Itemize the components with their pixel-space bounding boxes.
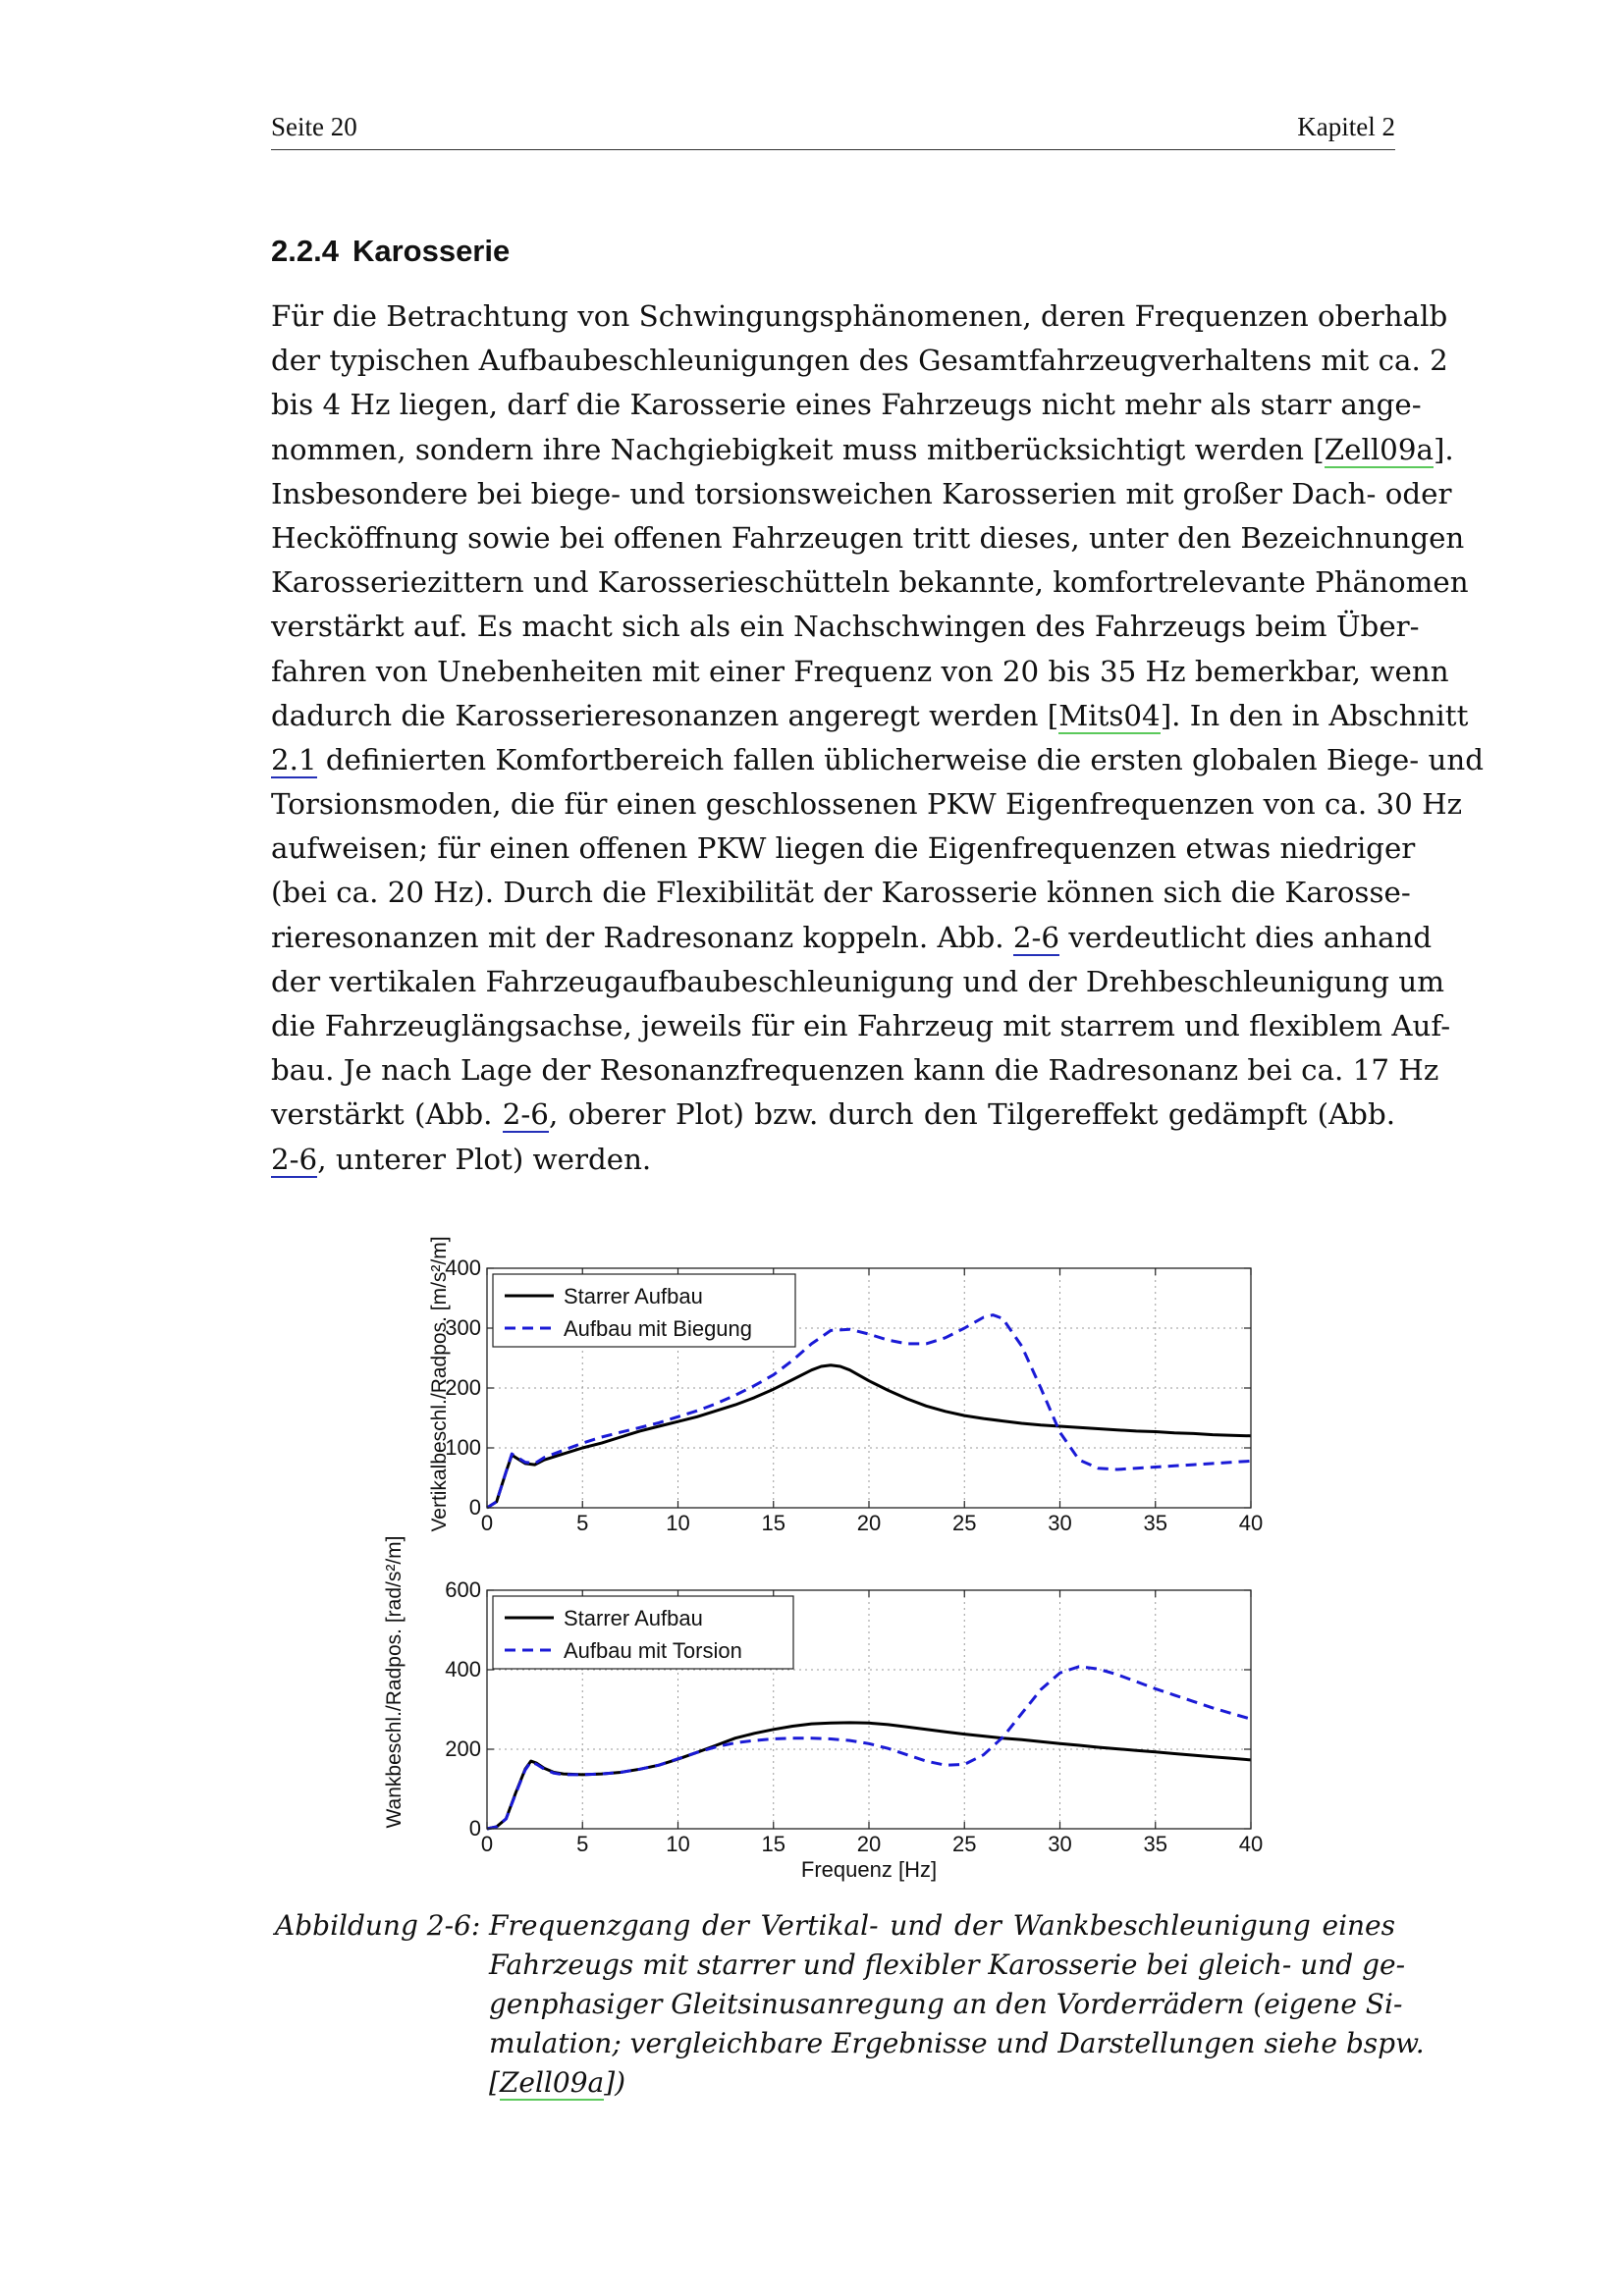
x-tick-label: 10 bbox=[666, 1511, 690, 1535]
y-tick-label: 600 bbox=[445, 1577, 481, 1602]
x-tick-label: 35 bbox=[1143, 1511, 1167, 1535]
text-line: (bei ca. 20 Hz). Durch die Flexibilität der Karosserie können sich die Karosse- bbox=[271, 876, 1411, 910]
figure-ref-link[interactable]: 2-6 bbox=[271, 1142, 318, 1176]
page-number: Seite 20 bbox=[271, 112, 357, 141]
y-tick-label: 300 bbox=[445, 1315, 481, 1340]
x-tick-label: 5 bbox=[576, 1511, 589, 1535]
y-tick-label: 200 bbox=[445, 1736, 481, 1761]
y-axis-label: Vertikalbeschl./Radpos. [m/s²/m] bbox=[428, 1236, 451, 1532]
text-line bbox=[271, 738, 1484, 782]
x-tick-label: 30 bbox=[1048, 1511, 1072, 1535]
caption-line bbox=[489, 2063, 1395, 2103]
y-axis-label: Wankbeschl./Radpos. [rad/s²/m] bbox=[383, 1535, 406, 1829]
text-line: Für die Betrachtung von Schwingungsphänomenen, deren Frequenzen oberhalb bbox=[271, 299, 1448, 333]
text-line bbox=[271, 694, 1469, 738]
text-span: , oberer Plot) bzw. durch den Tilgereffekt gedämpft (Abb. bbox=[548, 1097, 1396, 1132]
section-ref-link-2-1[interactable]: 2.1 bbox=[271, 742, 317, 776]
text-line: der typischen Aufbaubeschleunigungen des Gesamtfahrzeugverhaltens mit ca. 2 bbox=[271, 344, 1448, 378]
text-line: die Fahrzeuglängsachse, jeweils für ein Fahrzeug mit starrem und flexiblem Auf- bbox=[271, 1009, 1451, 1042]
frequency-response-plots bbox=[363, 1217, 1276, 1904]
x-tick-label: 15 bbox=[761, 1832, 785, 1856]
x-axis-label: Frequenz [Hz] bbox=[800, 1857, 938, 1882]
x-tick-label: 30 bbox=[1048, 1832, 1072, 1856]
text-line: Hecköffnung sowie bei offenen Fahrzeugen tritt dieses, unter den Bezeichnungen bbox=[271, 520, 1465, 555]
text-line: Insbesondere bei biege- und torsionsweichen Karosserien mit großer Dach- oder bbox=[271, 476, 1452, 510]
caption-line: Frequenzgang der Vertikal- und der Wankbeschleunigung eines bbox=[489, 1909, 1395, 1942]
text-line: der vertikalen Fahrzeugaufbaubeschleunigung und der Drehbeschleunigung um bbox=[271, 964, 1445, 998]
legend-label: Aufbau mit Biegung bbox=[564, 1316, 753, 1341]
text-span: verdeutlicht dies anhand bbox=[1059, 920, 1433, 954]
x-tick-label: 25 bbox=[952, 1511, 977, 1535]
text-line: verstärkt auf. Es macht sich als ein Nachschwingen des Fahrzeugs beim Über- bbox=[271, 610, 1420, 644]
x-tick-label: 10 bbox=[666, 1832, 690, 1856]
x-tick-label: 20 bbox=[856, 1511, 882, 1535]
text-line bbox=[271, 1138, 1395, 1182]
y-tick-label: 0 bbox=[468, 1816, 481, 1841]
y-tick-label: 400 bbox=[445, 1657, 481, 1682]
legend-label: Aufbau mit Torsion bbox=[564, 1638, 742, 1663]
text-span: nommen, sondern ihre Nachgiebigkeit muss mitberücksichtigt werden [ bbox=[271, 432, 1325, 466]
x-tick-label: 0 bbox=[480, 1511, 494, 1535]
page-header bbox=[271, 110, 1395, 150]
caption-line: genphasiger Gleitsinusanregung an den Vorderrädern (eigene Si- bbox=[489, 1988, 1403, 2020]
text-line bbox=[271, 428, 1454, 472]
x-tick-label: 20 bbox=[856, 1832, 882, 1856]
plot-vertical-acceleration bbox=[428, 1236, 1263, 1535]
text-line: Karosseriezittern und Karosserieschütteln bekannte, komfortrelevante Phänomen bbox=[271, 565, 1469, 600]
text-line bbox=[271, 1093, 1395, 1137]
y-tick-label: 200 bbox=[445, 1375, 481, 1400]
text-line: fahren von Unebenheiten mit einer Frequenz von 20 bis 35 Hz bemerkbar, wenn bbox=[271, 654, 1449, 688]
text-line: bau. Je nach Lage der Resonanzfrequenzen kann die Radresonanz bei ca. 17 Hz bbox=[271, 1053, 1439, 1088]
x-tick-label: 15 bbox=[761, 1511, 785, 1535]
x-tick-label: 40 bbox=[1238, 1511, 1264, 1535]
caption-line: Fahrzeugs mit starrer und flexibler Karosserie bei gleich- und ge- bbox=[489, 1949, 1406, 1981]
x-tick-label: 5 bbox=[576, 1832, 589, 1856]
x-tick-label: 40 bbox=[1238, 1832, 1264, 1856]
figure-ref-link[interactable]: 2-6 bbox=[502, 1097, 549, 1132]
text-span: ]. In den in Abschnitt bbox=[1160, 698, 1469, 732]
caption-label: Abbildung 2-6: bbox=[275, 1909, 481, 1942]
legend-label: Starrer Aufbau bbox=[564, 1606, 703, 1630]
text-line: aufweisen; für einen offenen PKW liegen die Eigenfrequenzen etwas niedriger bbox=[271, 831, 1416, 866]
figure-ref-link[interactable]: 2-6 bbox=[1012, 920, 1060, 954]
text-span: ]) bbox=[604, 2066, 626, 2099]
y-tick-label: 0 bbox=[468, 1495, 481, 1520]
section-heading bbox=[271, 234, 523, 269]
section-number: 2.2.4 bbox=[271, 234, 339, 268]
body-paragraph bbox=[271, 294, 1484, 1182]
y-tick-label: 400 bbox=[445, 1255, 481, 1280]
text-span: dadurch die Karosserieresonanzen angeregt werden [ bbox=[271, 698, 1059, 732]
x-tick-label: 25 bbox=[952, 1832, 977, 1856]
x-tick-label: 0 bbox=[480, 1832, 494, 1856]
x-tick-label: 35 bbox=[1143, 1832, 1167, 1856]
text-span: definierten Komfortbereich fallen üblicherweise die ersten globalen Biege- und bbox=[316, 742, 1484, 776]
plot-roll-acceleration bbox=[383, 1536, 1263, 1883]
citation-link-zell09a[interactable]: Zell09a bbox=[499, 2066, 605, 2099]
y-tick-label: 100 bbox=[445, 1435, 481, 1460]
chapter-label: Kapitel 2 bbox=[1297, 112, 1395, 141]
citation-link-mits04[interactable]: Mits04 bbox=[1058, 698, 1161, 732]
legend-label: Starrer Aufbau bbox=[564, 1284, 703, 1308]
text-span: ]. bbox=[1433, 432, 1454, 466]
text-span: [ bbox=[489, 2066, 500, 2099]
text-span: verstärkt (Abb. bbox=[271, 1097, 503, 1132]
text-span: , unterer Plot) werden. bbox=[317, 1142, 652, 1176]
section-title: Karosserie bbox=[352, 234, 511, 268]
caption-line: mulation; vergleichbare Ergebnisse und Darstellungen siehe bspw. bbox=[489, 2027, 1425, 2059]
figure-2-6 bbox=[363, 1217, 1276, 1904]
citation-link-zell09a[interactable]: Zell09a bbox=[1324, 432, 1434, 466]
caption-text bbox=[489, 1906, 1425, 2103]
text-span: rieresonanzen mit der Radresonanz koppeln. Abb. bbox=[271, 920, 1013, 954]
text-line: Torsionsmoden, die für einen geschlossenen PKW Eigenfrequenzen von ca. 30 Hz bbox=[271, 787, 1463, 822]
text-line: bis 4 Hz liegen, darf die Karosserie eines Fahrzeugs nicht mehr als starr ange- bbox=[271, 388, 1422, 422]
text-line bbox=[271, 916, 1433, 960]
